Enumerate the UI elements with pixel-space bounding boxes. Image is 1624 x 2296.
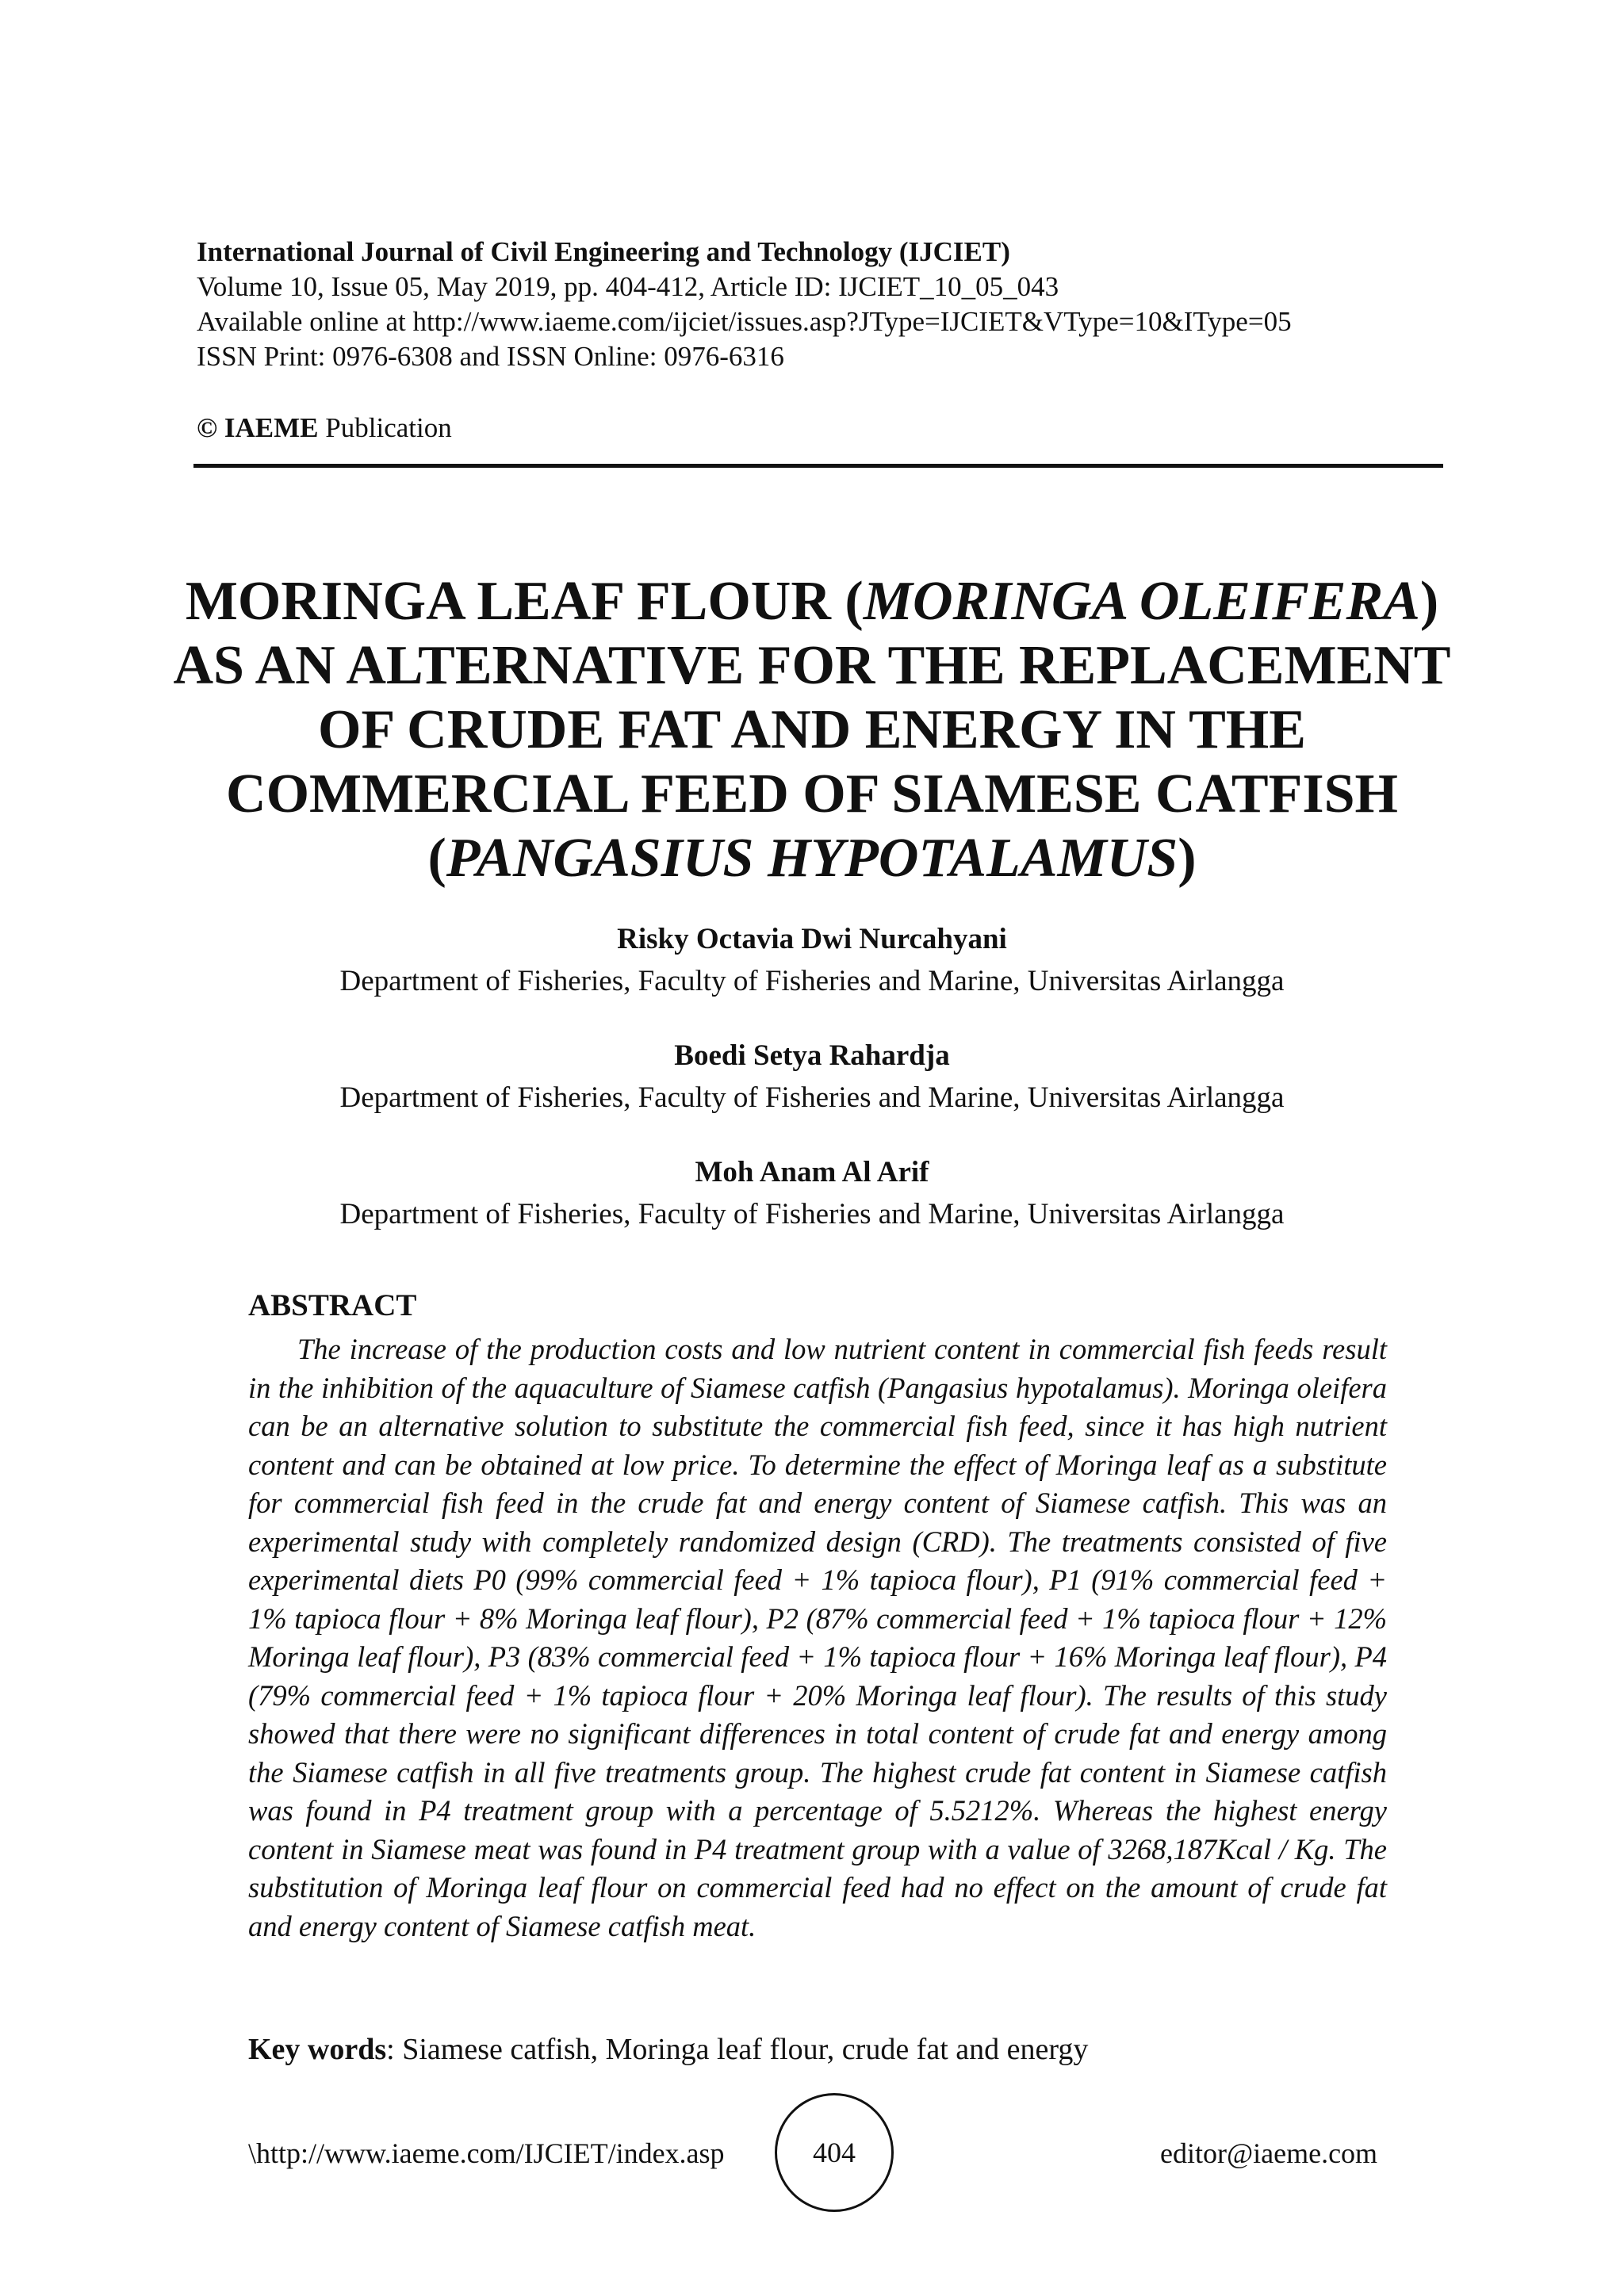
issn-line: ISSN Print: 0976-6308 and ISSN Online: 0976-6316	[197, 341, 784, 372]
author-name: Boedi Setya Rahardja	[674, 1039, 950, 1072]
title-species-italic: PANGASIUS HYPOTALAMUS	[446, 828, 1178, 889]
paper-title	[159, 569, 1465, 890]
journal-title: International Journal of Civil Engineering and Technology (IJCIET)	[197, 236, 1010, 267]
author-name: Moh Anam Al Arif	[695, 1156, 929, 1188]
page-number: 404	[775, 2093, 894, 2212]
title-part: )	[1178, 828, 1197, 889]
volume-line: Volume 10, Issue 05, May 2019, pp. 404-412, Article ID: IJCIET_10_05_043	[197, 271, 1059, 302]
author-block	[159, 1154, 1465, 1234]
abstract-heading: ABSTRACT	[248, 1288, 417, 1322]
publisher-line	[197, 411, 452, 446]
footer-email-link[interactable]: editor@iaeme.com	[1160, 2137, 1378, 2169]
title-species-italic: MORINGA OLEIFERA	[863, 571, 1420, 632]
publisher-suffix: Publication	[318, 412, 452, 443]
header-divider	[193, 464, 1443, 468]
keywords-label: Key words	[248, 2033, 387, 2066]
keywords-separator: :	[386, 2033, 403, 2066]
author-name: Risky Octavia Dwi Nurcahyani	[617, 923, 1007, 955]
publisher-brand: © IAEME	[197, 412, 319, 443]
abstract-text: The increase of the production costs and low nutrient content in commercial fish feeds result in the inhibition of the aquaculture of Siamese catfish (Pangasius hypotalamus). Moringa oleifera can be an alternative solution to substitute the commercial fish feed, since it has high nutrient content and can be obtained at low price. To determine the effect of Moringa leaf as a substitute for commercial fish feed in the crude fat and energy content of Siamese catfish. This was an experimental study with completely randomized design (CRD). The treatments consisted of five experimental diets P0 (99% commercial feed + 1% tapioca flour), P1 (91% commercial feed + 1% tapioca flour + 8% Moringa leaf flour), P2 (87% commercial feed + 1% tapioca flour + 12% Moringa leaf flour), P3 (83% commercial feed + 1% tapioca flour + 16% Moringa leaf flour), P4 (79% commercial feed + 1% tapioca flour + 20% Moringa leaf flour). The results of this study showed that there were no significant differences in total content of crude fat and energy among the Siamese catfish in all five treatments group. The highest crude fat content in Siamese catfish was found in P4 treatment group with a percentage of 5.5212%. Whereas the highest energy content in Siamese meat was found in P4 treatment group with a value of 3268,187Kcal / Kg. The substitution of Moringa leaf flour on commercial feed had no effect on the amount of crude fat and energy content of Siamese catfish meat.	[248, 1333, 1387, 1942]
author-affiliation: Department of Fisheries, Faculty of Fisheries and Marine, Universitas Airlangga	[339, 1198, 1285, 1230]
keywords-text: Siamese catfish, Moringa leaf flour, crude fat and energy	[402, 2033, 1089, 2066]
author-block	[159, 921, 1465, 1001]
author-affiliation: Department of Fisheries, Faculty of Fisheries and Marine, Universitas Airlangga	[339, 1081, 1285, 1114]
title-part: MORINGA LEAF FLOUR (	[185, 571, 864, 632]
keywords-line	[248, 2031, 1088, 2068]
author-affiliation: Department of Fisheries, Faculty of Fisheries and Marine, Universitas Airlangga	[339, 965, 1285, 997]
available-online-line: Available online at http://www.iaeme.com/ijciet/issues.asp?JType=IJCIET&VType=10&IType=05	[197, 306, 1292, 337]
journal-header	[197, 235, 1450, 374]
author-block	[159, 1038, 1465, 1117]
footer-url-link[interactable]: \http://www.iaeme.com/IJCIET/index.asp	[248, 2137, 725, 2169]
title-part: ) AS AN ALTERNATIVE FOR THE REPLACEMENT OF CRUDE FAT AND ENERGY IN THE COMMERCIAL FEED OF SIAMESE CATFISH (	[173, 571, 1451, 889]
